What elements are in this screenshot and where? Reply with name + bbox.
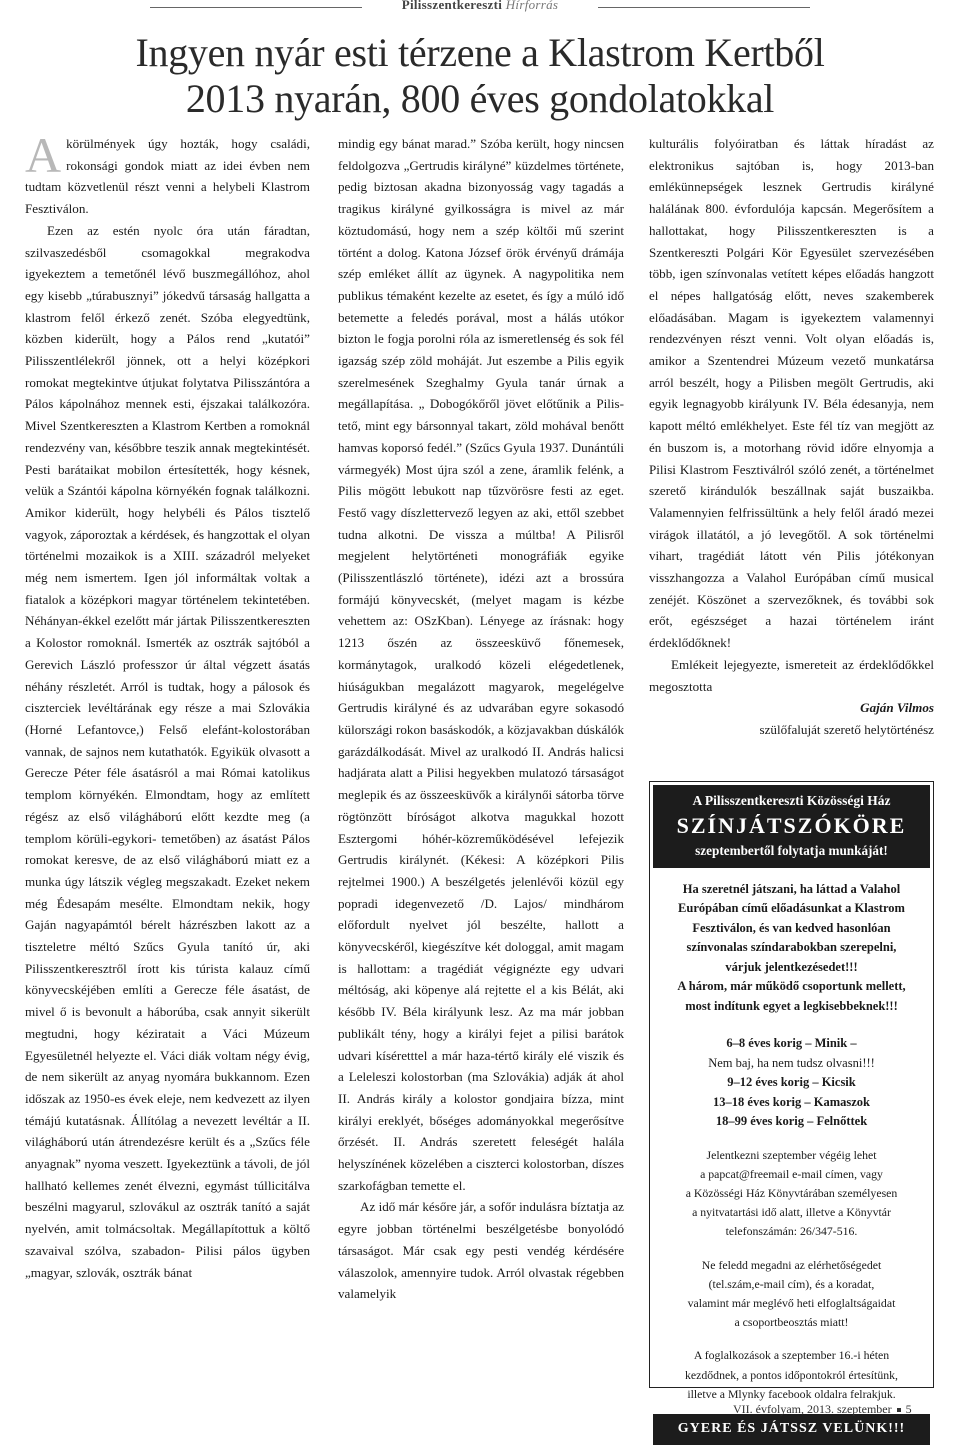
- info-line: (tel.szám,e-mail cím), és a koradat,: [708, 1276, 875, 1291]
- info-line: valamint már meglévő heti elfoglaltságaidat: [687, 1296, 896, 1311]
- age-group: 9–12 éves korig – Kicsik: [727, 1075, 856, 1090]
- age-group: 13–18 éves korig – Kamaszok: [713, 1094, 870, 1109]
- announcement-subtitle: szeptembertől folytatja munkáját!: [695, 842, 888, 858]
- intro-line: színvonalas színdarabokban szerepelni,: [686, 940, 897, 955]
- announcement-header: [653, 785, 930, 868]
- announcement-org: A Pilisszentkereszti Közösségi Ház: [692, 793, 891, 808]
- intro-line: most indítunk egyet a legkisebbeknek!!!: [685, 998, 898, 1013]
- masthead-title: [0, 0, 960, 13]
- masthead-brand: Pilisszentkereszti: [401, 0, 503, 12]
- info-line: Jelentkezni szeptember végéig lehet: [706, 1147, 877, 1162]
- registration-info: [654, 1146, 929, 1242]
- author-note: szülőfaluját szerető helytörténész: [759, 721, 934, 737]
- paragraph: mindig egy bánat marad.” Szóba került, hogy nincsen feldolgozva „Gertrudis királyné” küzdelmes története, pedig biztosan akadna bizonyosság vagy tagadás a tragikus királyné gyilkosságra is mivel az már köztudomású, hogy nem a szép költői mű szerint történt a dolog. Katona József örök érvényű drámája szép emléket állít az ügynek. A nagypolitika nem publikus témaként kezelte az esetet, és így a múló idő betemette a feledés porával, most a hálás utókor bizton le fogja porolni róla az ismeretlenség és sok fél igazság szép zöld moháját. Jut eszembe a Pilis egyik szerelmesének Szeghalmy Gyula tanár úrnak a megállapítása. „ Dobogókőről jövet előtűnik a Pilis- tető, mint egy bársonnyal takart, zöld mohával benőtt hamvas koporsó fedél.” (Szűcs Gyula 1937. Dunántúli vármegyék) Most újra szól a zene, áramlik felénk, a Pilis mögött lebukott nap tűzvörösre festi az eget. Festő vagy díszlettervező legyen az aki, ettől szebbet tudna alkotni. De vissza a múltba! A Pilisről megjelent helytörténeti monográfiák egyike (Pilisszentlászló története), idézi azt a brossúra formájú könyvecskét, (melyet magam is kézbe vehettem az: OSzKban). Lényege az írásnak: hogy 1213 őszén az összeesküvő főnemesek, kormánytagok, uralkodó közeli elégedetlenek, hiúságukban megalázott magyarok, megelégelve Gertrudis királyné és az udvarában egyre sokasodó külországi rokon basáskodók, a közjavakban dúskálók garázdálkodását. Mivel az uralkodó II. András halicsi hadjárata alatt a Pilisi hegyekben mulatozó társaságot meglepik és az összeesküvők a királynői sátorba törve rögtönzött bíróságot alkotva magukkal hozott Esztergomi hóhér-közreműködésével lefejezik Gertrudis királynét. (Kékesi: A középkori Pilis rejtelmei 1900.) A beszélgetés jelenlévői közül egy popradi idegenvezető /D. Lajos/ mindhárom előfordult nyelvet jól beszélte, hallott a könyvecskéről, kiegészítve két dologgal, amit magam is hallottam: a tragédiát végignézte egy udvari méltóság, aki köpenye alá rejtette el a kis Bélát, aki később IV. Béla királyunk lesz. Az ma már jobban publikált tény, hogy a királyi fejet a pilisi barátok udvari kíséretttel a már haza-tértő király elé viszik és a Leleleszi kolostorban (ma Szlovákia) adják át ahol II. András király a kolostor gondjaira bízza, mint királyi ereklyét, bőséges adományokkal megerősítve őrzését. II. András szeretett feleségét halála helyszínének közelében a ciszterci kolostorban, díszes szarkofágban temette el.: [338, 136, 624, 1193]
- info-line: a Közösségi Ház Könyvtárában személyesen: [685, 1186, 898, 1200]
- page-number: 5: [905, 1402, 912, 1416]
- paragraph: Az idő már későre jár, a sofőr indulásra bíztatja az egyre jobban történelmi beszélgetésbe bonyolódó társaságot. Már csak egy pesti vendég kérdésére válaszolok, amennyire tudok. Arról olvastak régebben valamelyik: [338, 1199, 624, 1302]
- info-line: a papcat@freemail e-mail címen, vagy: [700, 1166, 883, 1181]
- paragraph: Emlékeit lejegyezte, ismereteit az érdeklődőkkel megosztotta: [649, 656, 934, 694]
- info-line: a csoportbeosztás miatt!: [734, 1315, 849, 1330]
- contact-info: [654, 1256, 929, 1333]
- article-title: [0, 30, 960, 122]
- info-line: illetve a Mlynky facebook oldalra felrakjuk.: [687, 1386, 896, 1401]
- info-line: A foglalkozások a szeptember 16.-i héten: [693, 1348, 890, 1363]
- announcement-title: SZÍNJÁTSZÓKÖRE: [676, 812, 907, 838]
- intro-line: A három, már működő csoportunk mellett,: [677, 979, 906, 994]
- info-line: telefonszámán: 26/347-516.: [725, 1224, 858, 1239]
- age-group: 6–8 éves korig – Minik –: [726, 1036, 857, 1051]
- age-groups: [654, 1034, 929, 1132]
- title-line-2: 2013 nyarán, 800 éves gondolatokkal: [185, 76, 775, 121]
- age-group: 18–99 éves korig – Felnőttek: [715, 1114, 868, 1129]
- separator-square: [897, 1408, 901, 1412]
- masthead: [0, 0, 960, 14]
- intro-line: Fesztiválon, és van kedved hasonlóan: [692, 920, 891, 935]
- title-line-1: Ingyen nyár esti térzene a Klastrom Kertből: [135, 30, 825, 75]
- info-line: kezdődnek, a pontos időpontokról értesítünk,: [685, 1367, 898, 1382]
- schedule-info: [654, 1346, 929, 1404]
- announcement-intro: [654, 880, 929, 1017]
- intro-line: Európában című előadásunkat a Klastrom: [678, 901, 905, 916]
- issue-info: VII. évfolyam, 2013. szeptember: [733, 1402, 892, 1416]
- info-line: Ne feledd megadni az elérhetőségedet: [701, 1257, 882, 1272]
- masthead-section: Hírforrás: [505, 0, 559, 12]
- drop-cap: A: [25, 127, 62, 183]
- article-column-3: [649, 133, 934, 741]
- paragraph: Ezen az estén nyolc óra után fáradtan, szilvaszedésből csomagokkal megrakodva igyekeztem a temetőnél lévő buszmegállóhoz, ahol egy kisebb „túrabusznyi” jókedvű társaság hallgatta a klastrom felől érkező zenét. Szóba elegyedtünk, közben kiderült, hogy a Pálos rend „kutatói” Pilisszentlélekről jönnek, ott a helyi középkori romokat megtekintve útjukat folytatva Pilisszántóra a Pálos kápolnához mennek esti, éjszakai találkozóra. Mivel Szentkereszten a Klastrom Kertben a romoknál rendezvény van, későbbre teszik annak megtekintését. Pesti barátaikat mobilon értesítették, hogy késnek, velük a Szántói kápolna környékén fognak találkozni. Amikor kiderült, hogy helybéli és Pálos tisztelő vagyok, záporoztak a kérdések, és hangzottak el olyan történelmi mozaikok is a XIII. századról melyeket még nem ismertem. Igen jól informáltak voltak a fiatalok a középkori magyar történelem tekintetében. Néhányan-ékkel ezelőtt már jártak Pilisszentkereszten a Kolostor romoknál. Ismerték az osztrák sajtóból a Gerevich László professzor úr által végzett ásatás néhány részletét. Arról is tudtak, hogy a pálosok és ciszterciek levéltárának egy része a mai Szlovákia (Horné Lefantovce,) Felső elefánt-kolostorában vannak, de sajnos nem kutathatók. Egyikük olvasott a Gerecze Péter féle ásatásról a mai Római katolikus templom környékén. Elmondtam, hogy az említett régész az első világháború előtt kezdte meg (a templom körüli-egykori- temetőben) az ásatást Pálos romokat keresve, de az első világháború miatt ez a munka úgy látszik végleg megszakadt. Ezeket nekem még Édesapám mesélte. Elmondtam nekik, hogy Gaján nagyapámtól bérelt házrészben lakott az a tiszteletre méltó Szűcs Gyula tanító úr, aki Pilisszentkeresztről írott kis túrista kalauz című könyvecskéjében említi a Gerecze féle ásatást, de mivel ő is bevonult a háborúba, csak annyit sikerült megtudni, hogy kéziratait a Váci Múzeum Egyesületnél helyezte el. Váci diák voltam négy évig, de nem sikerült az anyag nyomára bukkannom. Ezen időszak az 1950-es évek eleje, nem kedvezett az ilyen témájú kutatásnak. Állítólag a nevezett levéltár a II. világháború után átrendezésre került és a „Szűcs féle anyagnak” nyoma veszett. Igyekeztünk a távoli, de jól hallható kellemes zenét élvezni, egymást túllicitálva beszélni magyarul, szlovákul az osztrák tanító a saját nyelvén, amit tolmácsoltak. Megállapítottuk a költő szavaival szólva, szabadon- Pilisi pálos ügyben „magyar, szlovák, osztrák bánat: [25, 222, 310, 1280]
- age-group-note: Nem baj, ha nem tudsz olvasni!!!: [708, 1055, 875, 1070]
- intro-line: Ha szeretnél játszani, ha láttad a Valahol: [682, 881, 901, 896]
- announcement-footer: GYERE ÉS JÁTSSZ VELÜNK!!!: [653, 1414, 930, 1445]
- info-line: a nyitvatartási idő alatt, illetve a Könyvtár: [692, 1205, 891, 1220]
- paragraph: kulturális folyóiratban és láttak híradást az elektronikus sajtóban is, hogy 2013-ban emlékünnepségek lesznek Gertrudis királyné halálának 800. évfordulója kapcsán. Megerősítem a hallottakat, hogy Pilisszentkereszten is a Szentkereszti Polgári Kör Egyesület szervezésében több, igen színvonalas vetített képes előadás hangzott el népes hallgatóság előtt, neves szakemberek előadásában. Magam is igyekeztem valamennyi rendezvényen részt venni. Volt olyan előadás is, amikor a Szentendrei Múzeum vezető munkatársa arról beszélt, hogy a Pilisben megölt Gertrudis, aki egyik legnagyobb királyunk IV. Béla édesanyja, nem kapott méltó emlékhelyet. Este fél tíz van megjött az én buszom is, a motorhang rövid időre elnyomja a Pilisi Klastrom Fesztiválról szóló zenét, a történelmet szerető kirándulók beszállnak saját buszaikba. Valamennyien felfrissültünk a hely felől áradó mezei virágok illatától, a jó levegőtől. A sok történelmi vihart, tragédiát látott vén Pilis jótékonyan visszhangozza a Valahol Európában című musical zenéjét. Köszönet a szervezőknek, és további sok erőt, egészséget a hazai történelem iránt érdeklődőknek!: [649, 136, 934, 651]
- author-name: Gaján Vilmos: [860, 700, 934, 716]
- intro-line: várjuk jelentkezésedet!!!: [725, 959, 858, 974]
- paragraph: Akörülmények úgy hozták, hogy családi, rokonsági gondok miatt az idei évben nem tudtam közvetlenül részt venni a helybeli Klastrom Fesztiválon.: [25, 127, 310, 217]
- page-footer: [733, 1402, 912, 1417]
- article-column-2: [338, 133, 624, 1305]
- article-column-1: [25, 127, 310, 1283]
